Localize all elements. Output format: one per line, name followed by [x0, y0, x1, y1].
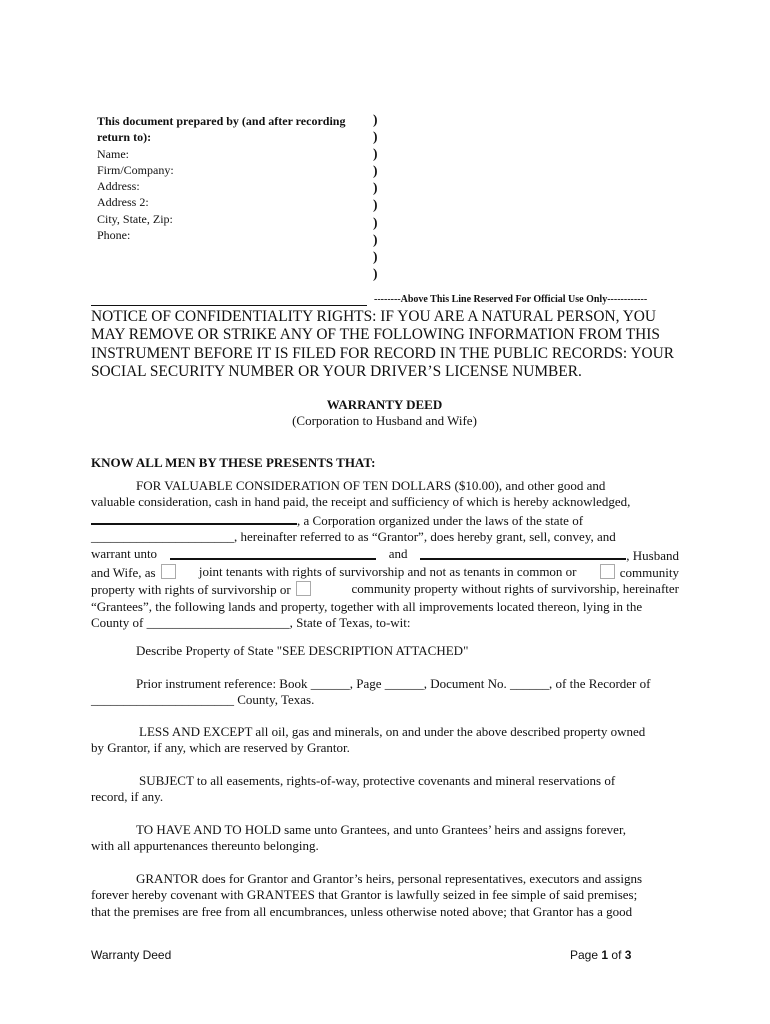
official-use-notice: --------Above This Line Reserved For Official Use Only------------: [374, 294, 648, 305]
grantor-name-blank[interactable]: [91, 511, 297, 525]
notice-line: SOCIAL SECURITY NUMBER OR YOUR DRIVER’S LICENSE NUMBER.: [91, 362, 582, 380]
text-line: that the premises are free from all encumbrances, unless otherwise noted above; that Grantor has a good: [91, 903, 633, 919]
text-line: County of ______________________, State of Texas, to-wit:: [91, 615, 411, 631]
grantee-wife-blank[interactable]: [420, 546, 626, 560]
text-line: record, if any.: [91, 789, 164, 805]
community-property-with-survivorship-checkbox[interactable]: [600, 564, 615, 579]
field-name-label: Name:: [97, 146, 129, 161]
notice-line: NOTICE OF CONFIDENTIALITY RIGHTS: IF YOU ARE A NATURAL PERSON, YOU: [91, 308, 657, 325]
field-city-state-zip-label: City, State, Zip:: [97, 211, 173, 226]
text-line: GRANTOR does for Grantor and Grantor’s heirs, personal representatives, executors and assigns: [136, 871, 643, 886]
text-line: SUBJECT to all easements, rights-of-way, protective covenants and mineral reservations of: [139, 773, 616, 788]
deed-title: WARRANTY DEED: [326, 397, 443, 412]
text-line: Prior instrument reference: Book ______, Page ______, Document No. ______, of the Recorder of: [136, 676, 651, 691]
joint-tenants-checkbox[interactable]: [161, 564, 176, 579]
text-line: FOR VALUABLE CONSIDERATION OF TEN DOLLARS ($10.00), and other good and: [136, 478, 606, 493]
less-and-except-paragraph: [91, 724, 679, 757]
text-line: forever hereby covenant with GRANTEES that Grantor is lawfully seized in fee simple of said premises;: [91, 887, 638, 903]
consideration-paragraph: [91, 478, 679, 632]
field-address2-label: Address 2:: [97, 195, 149, 210]
text-line: with all appurtenances thereunto belonging.: [91, 838, 319, 854]
text-line: “Grantees”, the following lands and property, together with all improvements located thereon, lying in the: [91, 598, 643, 614]
prepared-by-heading-1: This document prepared by (and after recording: [97, 114, 346, 128]
prepared-by-heading-2: return to):: [97, 130, 152, 145]
covenant-paragraph: [91, 871, 679, 920]
confidentiality-notice: [91, 308, 691, 381]
field-address-label: Address:: [97, 179, 140, 194]
habendum-paragraph: [91, 822, 679, 855]
recording-separator-line: [91, 305, 367, 306]
subject-to-paragraph: [91, 773, 679, 806]
grantee-husband-blank[interactable]: [170, 546, 376, 560]
community-property-without-survivorship-checkbox[interactable]: [296, 581, 311, 596]
parenthesis-column: ) ) ) ) ) ) ) ) ) ): [373, 112, 378, 281]
prior-instrument-paragraph: [91, 676, 679, 709]
prepared-by-block: [97, 113, 369, 243]
field-firm-label: Firm/Company:: [97, 162, 174, 177]
text-line: warrant unto and , Husband: [91, 545, 679, 563]
field-phone-label: Phone:: [97, 228, 131, 243]
deed-subtitle: (Corporation to Husband and Wife): [292, 413, 477, 428]
know-all-heading: KNOW ALL MEN BY THESE PRESENTS THAT:: [91, 455, 376, 470]
text-line: and Wife, as joint tenants with rights of survivorship and not as tenants in common or community: [91, 564, 679, 581]
text-line: Describe Property of State "SEE DESCRIPTION ATTACHED": [136, 643, 469, 658]
text-line: ______________________, hereinafter referred to as “Grantor”, does hereby grant, sell, convey, and: [91, 529, 616, 545]
text-line: property with rights of survivorship or community property without rights of survivorship, hereinafter: [91, 581, 679, 598]
text-line: TO HAVE AND TO HOLD same unto Grantees, and unto Grantees’ heirs and assigns forever,: [136, 822, 627, 837]
notice-line: INSTRUMENT BEFORE IT IS FILED FOR RECORD IN THE PUBLIC RECORDS: YOUR: [91, 344, 675, 362]
property-description-paragraph: [91, 643, 679, 659]
text-line: valuable consideration, cash in hand paid, the receipt and sufficiency of which is hereby acknowledged,: [91, 494, 631, 510]
footer-document-name: Warranty Deed: [91, 948, 172, 962]
footer-page-number: Page 1 of 3: [570, 948, 632, 962]
text-line: ______________________ County, Texas.: [91, 692, 315, 708]
text-line: , a Corporation organized under the laws of the state of: [91, 511, 679, 529]
text-line: by Grantor, if any, which are reserved by Grantor.: [91, 740, 350, 756]
notice-line: MAY REMOVE OR STRIKE ANY OF THE FOLLOWING INFORMATION FROM THIS: [91, 326, 660, 344]
text-line: LESS AND EXCEPT all oil, gas and minerals, on and under the above described property owned: [139, 724, 646, 739]
